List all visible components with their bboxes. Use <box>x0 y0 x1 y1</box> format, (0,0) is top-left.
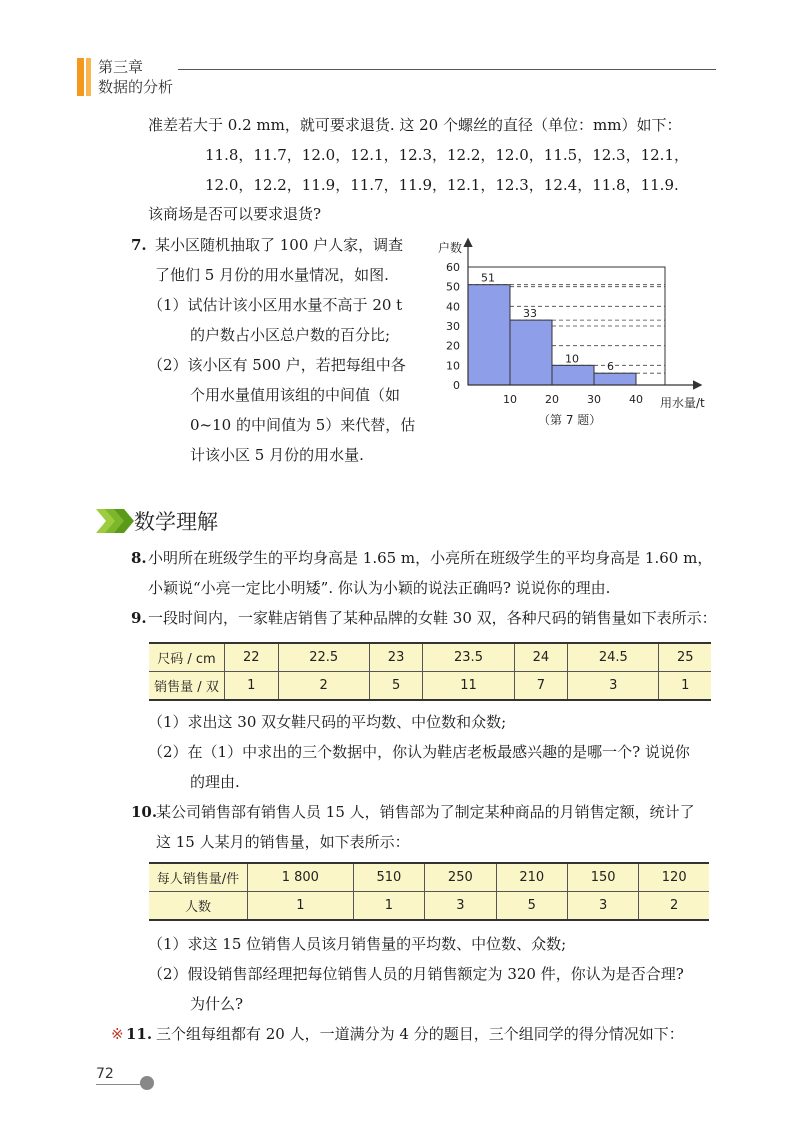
table-cell: 2 <box>639 892 709 921</box>
x-tick-label: 20 <box>545 393 559 406</box>
table-header-cell: 尺码 / cm <box>149 643 225 672</box>
q9-sub2: （2）在（1）中求出的三个数据中，你认为鞋店老板最感兴趣的是哪一个? 说说你 <box>148 743 690 761</box>
y-tick-label: 30 <box>446 320 460 333</box>
data-label: 51 <box>481 271 495 285</box>
table-row <box>149 863 709 892</box>
section-chevron-icon <box>96 505 136 537</box>
q9-sub1: （1）求出这 30 双女鞋尺码的平均数、中位数和众数; <box>148 713 507 731</box>
table-cell: 23 <box>369 643 423 672</box>
table-row <box>149 672 711 701</box>
table-header-cell: 销售量 / 双 <box>149 672 225 701</box>
q11-line: 三个组每组都有 20 人，一道满分为 4 分的题目，三个组同学的得分情况如下： <box>156 1025 684 1043</box>
data-label: 33 <box>523 307 537 321</box>
table-cell: 23.5 <box>423 643 514 672</box>
page-number: 72 <box>96 1066 114 1082</box>
page-number-dot <box>140 1076 154 1090</box>
table-cell: 2 <box>278 672 369 701</box>
q10-sub1: （1）求这 15 位销售人员该月销售量的平均数、中位数、众数; <box>148 935 567 953</box>
table-cell: 7 <box>514 672 568 701</box>
x-axis-label: 用水量/t <box>660 396 705 410</box>
q9-number: 9. <box>131 609 147 627</box>
table-cell: 22 <box>225 643 279 672</box>
table-cell: 5 <box>369 672 423 701</box>
q8-line: 小颖说“小亮一定比小明矮”. 你认为小颖的说法正确吗? 说说你的理由. <box>148 579 611 597</box>
table-cell: 1 <box>353 892 424 921</box>
q10-number: 10. <box>131 803 158 821</box>
y-tick-label: 50 <box>446 280 460 294</box>
chapter-label: 第三章 <box>98 58 144 76</box>
table-cell: 3 <box>425 892 496 921</box>
diameter-data-line-2: 12.0，12.2，11.9，11.7，11.9，12.1，12.3，12.4，11.8，11.9. <box>205 176 679 194</box>
q7-sub2-cont: 计该小区 5 月份的用水量. <box>190 446 364 464</box>
y-tick-label: 10 <box>446 359 460 373</box>
chart-caption: （第 7 题） <box>538 413 602 427</box>
table-cell: 25 <box>659 643 711 672</box>
q8-line: 小明所在班级学生的平均身高是 1.65 m，小亮所在班级学生的平均身高是 1.60 m， <box>148 549 713 567</box>
q7-sub2-cont: 0~10 的中间值为 5）来代替，估 <box>190 416 416 434</box>
histogram-bar <box>594 373 636 385</box>
q7-sub2-cont: 个用水量值用该组的中间值（如 <box>190 386 401 404</box>
top-text-line: 准差若大于 0.2 mm，就可要求退货. 这 20 个螺丝的直径（单位：mm）如下： <box>148 116 682 134</box>
header-accent-bar <box>77 58 84 96</box>
y-tick-label: 40 <box>446 300 460 314</box>
table-row <box>149 643 711 672</box>
chapter-title: 数据的分析 <box>98 78 174 96</box>
y-tick-label: 0 <box>453 379 460 392</box>
page-number-rule <box>96 1084 146 1085</box>
q7-sub1-cont: 的户数占小区总户数的百分比; <box>190 326 391 344</box>
x-tick-label: 30 <box>587 393 601 406</box>
table-cell: 3 <box>568 672 659 701</box>
shoe-size-table <box>149 642 711 701</box>
section-title: 数学理解 <box>134 510 218 534</box>
table-cell: 1 <box>659 672 711 701</box>
q7-line: 了他们 5 月份的用水量情况，如图. <box>155 266 389 284</box>
data-label: 6 <box>607 360 614 374</box>
table-cell: 24 <box>514 643 568 672</box>
diameter-data-line-1: 11.8，11.7，12.0，12.1，12.3，12.2，12.0，11.5，12.3，12.1， <box>205 146 689 164</box>
table-cell: 1 <box>225 672 279 701</box>
q10-sub2-cont: 为什么? <box>190 995 244 1013</box>
sales-table <box>149 862 709 921</box>
water-usage-histogram <box>420 232 720 432</box>
q9-sub2-cont: 的理由. <box>190 773 240 791</box>
table-row <box>149 892 709 921</box>
x-tick-label: 10 <box>503 393 517 406</box>
table-cell: 11 <box>423 672 514 701</box>
table-cell: 3 <box>567 892 638 921</box>
optional-mark: ※ <box>111 1025 124 1043</box>
q7-number: 7. <box>131 236 147 254</box>
header-rule <box>178 69 716 70</box>
header-accent-bar-light <box>86 58 91 96</box>
q11-number: 11. <box>126 1025 153 1043</box>
y-tick-label: 60 <box>446 261 460 274</box>
table-cell: 510 <box>353 863 424 892</box>
y-tick-label: 20 <box>446 339 460 353</box>
histogram-bar <box>468 285 510 385</box>
table-cell: 1 <box>248 892 354 921</box>
return-question: 该商场是否可以要求退货? <box>148 205 322 223</box>
data-label: 10 <box>565 352 579 366</box>
table-header-cell: 人数 <box>149 892 248 921</box>
q8-number: 8. <box>131 549 147 567</box>
q9-line: 一段时间内，一家鞋店销售了某种品牌的女鞋 30 双，各种尺码的销售量如下表所示： <box>148 609 717 627</box>
table-cell: 250 <box>425 863 496 892</box>
y-axis-label: 户数 <box>438 241 463 255</box>
q10-line: 这 15 人某月的销售量，如下表所示： <box>156 833 410 851</box>
q7-sub2: （2）该小区有 500 户，若把每组中各 <box>148 356 406 374</box>
table-header-cell: 每人销售量/件 <box>149 863 248 892</box>
histogram-bar <box>510 320 552 385</box>
table-cell: 150 <box>567 863 638 892</box>
q7-line: 某小区随机抽取了 100 户人家，调查 <box>155 236 404 254</box>
q10-sub2: （2）假设销售部经理把每位销售人员的月销售额定为 320 件，你认为是否合理? <box>148 965 684 983</box>
q7-sub1: （1）试估计该小区用水量不高于 20 t <box>148 296 403 314</box>
table-cell: 22.5 <box>278 643 369 672</box>
q10-line: 某公司销售部有销售人员 15 人，销售部为了制定某种商品的月销售定额，统计了 <box>156 803 695 821</box>
table-cell: 210 <box>496 863 567 892</box>
histogram-bar <box>552 365 594 385</box>
table-cell: 5 <box>496 892 567 921</box>
table-cell: 1 800 <box>248 863 354 892</box>
table-cell: 120 <box>639 863 709 892</box>
x-tick-label: 40 <box>629 393 643 406</box>
table-cell: 24.5 <box>568 643 659 672</box>
